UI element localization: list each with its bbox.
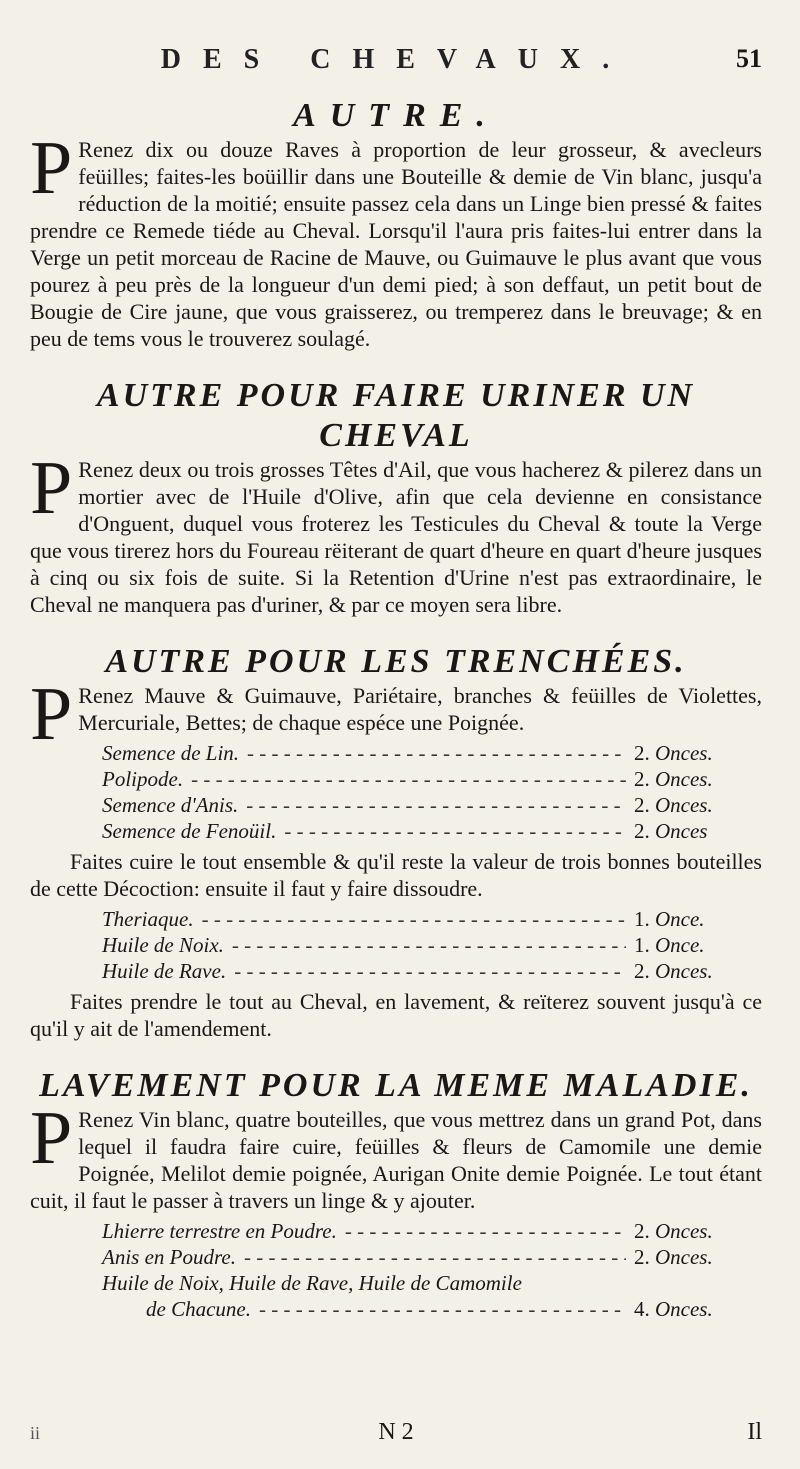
section-title: AUTRE POUR FAIRE URINER UN CHEVAL bbox=[96, 377, 696, 454]
ingredient-list bbox=[102, 1218, 762, 1322]
ingredient-qty: 2. Onces. bbox=[634, 767, 713, 791]
running-head bbox=[30, 44, 762, 84]
drop-cap: P bbox=[30, 1096, 73, 1180]
ingredient-qty: 2. Onces. bbox=[634, 741, 713, 765]
ingredient-name: Semence de Lin. bbox=[102, 741, 240, 765]
footer-mark-right: Il bbox=[747, 1419, 762, 1445]
signature-mark: N 2 bbox=[378, 1419, 414, 1445]
drop-cap: P bbox=[30, 126, 73, 210]
ingredient-name: Anis en Poudre. bbox=[102, 1245, 236, 1269]
paragraph bbox=[30, 1096, 762, 1214]
ingredient-name: Semence d'Anis. bbox=[102, 793, 239, 817]
ingredient-qty: 2. Onces bbox=[634, 819, 708, 843]
ingredient-row bbox=[102, 1218, 762, 1244]
drop-cap: P bbox=[30, 446, 73, 530]
paragraph-text: Renez Mauve & Guimauve, Pariétaire, branches & feüilles de Violettes, Mercuriale, Bettes; de chaque espéce une Poignée. bbox=[78, 683, 762, 735]
ingredient-qty: 2. Onces. bbox=[634, 1245, 713, 1269]
paragraph-text: Renez Vin blanc, quatre bouteilles, que vous mettrez dans un grand Pot, dans lequel il faudra faire cuire, feüilles & fleurs de Camomile une demie Poignée, Melilot demie poignée, Aurigan Onite demie Poignée. Le tout étant cuit, il faut le passer à travers un linge & y ajouter. bbox=[30, 1107, 762, 1213]
leader-dashes bbox=[202, 906, 626, 932]
page-content bbox=[30, 96, 762, 1332]
paragraph bbox=[30, 446, 762, 618]
leader-dashes bbox=[232, 932, 626, 958]
ingredient-qty: 1. Once. bbox=[634, 907, 705, 931]
ingredient-name: de Chacune. bbox=[146, 1297, 251, 1321]
ingredient-row bbox=[102, 1270, 762, 1296]
ingredient-row bbox=[102, 1244, 762, 1270]
ingredient-row bbox=[102, 740, 762, 766]
leader-dashes bbox=[234, 958, 626, 984]
section-title: LAVEMENT POUR LA MEME MALADIE. bbox=[39, 1067, 753, 1104]
ingredient-qty: 2. Onces. bbox=[634, 793, 713, 817]
page-footer bbox=[30, 1419, 762, 1451]
ingredient-name: Lhierre terrestre en Poudre. bbox=[102, 1219, 337, 1243]
leader-dashes bbox=[191, 766, 626, 792]
ingredient-row bbox=[102, 792, 762, 818]
ingredient-list bbox=[102, 740, 762, 844]
ingredient-name: Huile de Noix. bbox=[102, 933, 224, 957]
ingredient-name: Polipode. bbox=[102, 767, 184, 791]
leader-dashes bbox=[345, 1218, 626, 1244]
ingredient-qty: 4. Onces. bbox=[634, 1297, 713, 1321]
ingredient-qty: 2. Onces. bbox=[634, 959, 713, 983]
leader-dashes bbox=[244, 1244, 626, 1270]
ingredient-qty: 2. Onces. bbox=[634, 1219, 713, 1243]
paragraph-text: Renez deux ou trois grosses Têtes d'Ail, que vous hacherez & pilerez dans un mortier avec de l'Huile d'Olive, afin que cela devienne en consistance d'Onguent, duquel vous froterez les Testicules du Cheval & toute la Verge que vous tirerez hors du Foureau rëiterant de quart d'heure en quart d'heure jusques à cinq ou six fois de suite. Si la Retention d'Urine n'est pas extraordinaire, le Cheval ne manquera pas d'uriner, & par ce moyen sera libre. bbox=[30, 457, 762, 617]
leader-dashes bbox=[246, 792, 626, 818]
ingredient-qty: 1. Once. bbox=[634, 933, 705, 957]
section-lavement bbox=[30, 1066, 762, 1322]
section-autre bbox=[30, 96, 762, 352]
ingredient-row bbox=[102, 958, 762, 984]
footer-mark-left: ii bbox=[30, 1423, 41, 1443]
page-number: 51 bbox=[736, 44, 762, 73]
section-title: AUTRE POUR LES TRENCHÉES. bbox=[105, 643, 687, 680]
ingredient-list bbox=[102, 906, 762, 984]
paragraph: Faites prendre le tout au Cheval, en lavement, & reïterez souvent jusqu'à ce qu'il y ait de l'amendement. bbox=[30, 989, 762, 1041]
leader-dashes bbox=[259, 1296, 626, 1322]
section-uriner bbox=[30, 376, 762, 618]
ingredient-row bbox=[102, 906, 762, 932]
ingredient-name: Huile de Noix, Huile de Rave, Huile de Camomile bbox=[102, 1271, 522, 1295]
ingredient-row bbox=[102, 932, 762, 958]
drop-cap: P bbox=[30, 672, 73, 756]
ingredient-name: Huile de Rave. bbox=[102, 959, 227, 983]
ingredient-name: Semence de Fenoüil. bbox=[102, 819, 277, 843]
ingredient-name: Theriaque. bbox=[102, 907, 194, 931]
ingredient-row bbox=[102, 766, 762, 792]
paragraph: Faites cuire le tout ensemble & qu'il reste la valeur de trois bonnes bouteilles de cette Décoction: ensuite il faut y faire dissoudre. bbox=[30, 849, 762, 901]
ingredient-row bbox=[102, 1296, 762, 1322]
leader-dashes bbox=[284, 818, 626, 844]
section-title: AUTRE. bbox=[293, 97, 499, 134]
paragraph-text: Renez dix ou douze Raves à proportion de leur grosseur, & avecleurs feüilles; faites-les boüillir dans une Bouteille & demie de Vin blanc, jusqu'a réduction de la moitié; ensuite passez cela dans un Linge bien pressé & faites prendre ce Remede tiéde au Cheval. Lorsqu'il l'aura pris faites-lui entrer dans la Verge un petit morceau de Racine de Mauve, ou Guimauve le plus avant que vous pourez à peu près de la longueur d'un demi pied; à son deffaut, un petit bout de Bougie de Cire jaune, que vous graisserez, ou tremperez dans le breuvage; & en peu de tems vous le trouverez soulagé. bbox=[30, 137, 762, 351]
running-title: DES CHEVAUX. bbox=[160, 44, 632, 75]
section-trenchees bbox=[30, 642, 762, 1042]
ingredient-row bbox=[102, 818, 762, 844]
paragraph bbox=[30, 126, 762, 352]
leader-dashes bbox=[247, 740, 626, 766]
